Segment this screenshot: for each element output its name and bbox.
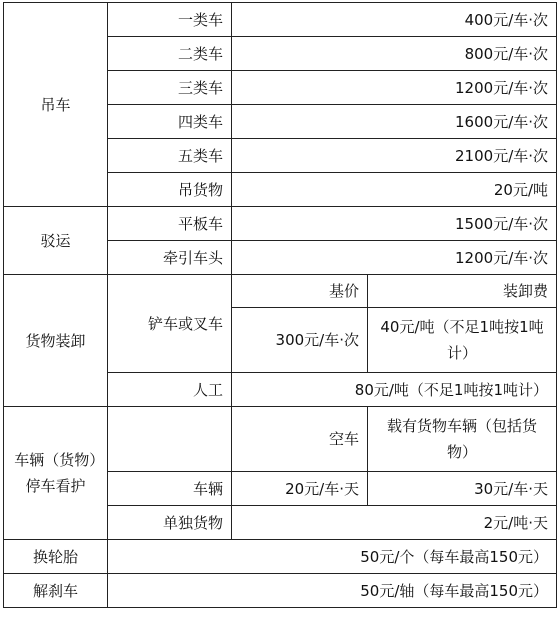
parking-empty-cell bbox=[108, 407, 232, 472]
table-row bbox=[4, 540, 557, 574]
vehicle-empty-price: 20元/车·天 bbox=[232, 472, 368, 506]
forklift-fee-price: 40元/吨（不足1吨按1吨计） bbox=[368, 308, 557, 373]
transfer-type-1: 平板车 bbox=[108, 207, 232, 241]
manual-label: 人工 bbox=[108, 373, 232, 407]
loading-fee-header: 装卸费 bbox=[368, 275, 557, 308]
base-price-header: 基价 bbox=[232, 275, 368, 308]
transfer-price-1: 1500元/车·次 bbox=[232, 207, 557, 241]
crane-type-3: 三类车 bbox=[108, 71, 232, 105]
crane-goods: 吊货物 bbox=[108, 173, 232, 207]
crane-type-1: 一类车 bbox=[108, 3, 232, 37]
parking-label: 车辆（货物）停车看护 bbox=[4, 407, 108, 540]
brake-price: 50元/轴（每车最高150元） bbox=[108, 574, 557, 608]
crane-price-5: 2100元/车·次 bbox=[232, 139, 557, 173]
brake-label: 解刹车 bbox=[4, 574, 108, 608]
vehicle-label: 车辆 bbox=[108, 472, 232, 506]
crane-price-1: 400元/车·次 bbox=[232, 3, 557, 37]
crane-price-2: 800元/车·次 bbox=[232, 37, 557, 71]
fee-table bbox=[3, 2, 557, 608]
loaded-vehicle-header: 载有货物车辆（包括货物） bbox=[368, 407, 557, 472]
table-row bbox=[4, 207, 557, 241]
empty-vehicle-header: 空车 bbox=[232, 407, 368, 472]
crane-type-2: 二类车 bbox=[108, 37, 232, 71]
crane-price-3: 1200元/车·次 bbox=[232, 71, 557, 105]
transfer-price-2: 1200元/车·次 bbox=[232, 241, 557, 275]
goods-label: 单独货物 bbox=[108, 506, 232, 540]
crane-type-4: 四类车 bbox=[108, 105, 232, 139]
table-row bbox=[4, 407, 557, 472]
crane-label: 吊车 bbox=[4, 3, 108, 207]
loading-label: 货物装卸 bbox=[4, 275, 108, 407]
crane-goods-price: 20元/吨 bbox=[232, 173, 557, 207]
crane-price-4: 1600元/车·次 bbox=[232, 105, 557, 139]
tire-price: 50元/个（每车最高150元） bbox=[108, 540, 557, 574]
goods-price: 2元/吨·天 bbox=[232, 506, 557, 540]
manual-price: 80元/吨（不足1吨按1吨计） bbox=[232, 373, 557, 407]
table-row bbox=[4, 3, 557, 37]
tire-label: 换轮胎 bbox=[4, 540, 108, 574]
table-row bbox=[4, 574, 557, 608]
crane-type-5: 五类车 bbox=[108, 139, 232, 173]
transfer-label: 驳运 bbox=[4, 207, 108, 275]
forklift-base-price: 300元/车·次 bbox=[232, 308, 368, 373]
transfer-type-2: 牵引车头 bbox=[108, 241, 232, 275]
forklift-label: 铲车或叉车 bbox=[108, 275, 232, 373]
vehicle-loaded-price: 30元/车·天 bbox=[368, 472, 557, 506]
table-row bbox=[4, 275, 557, 308]
